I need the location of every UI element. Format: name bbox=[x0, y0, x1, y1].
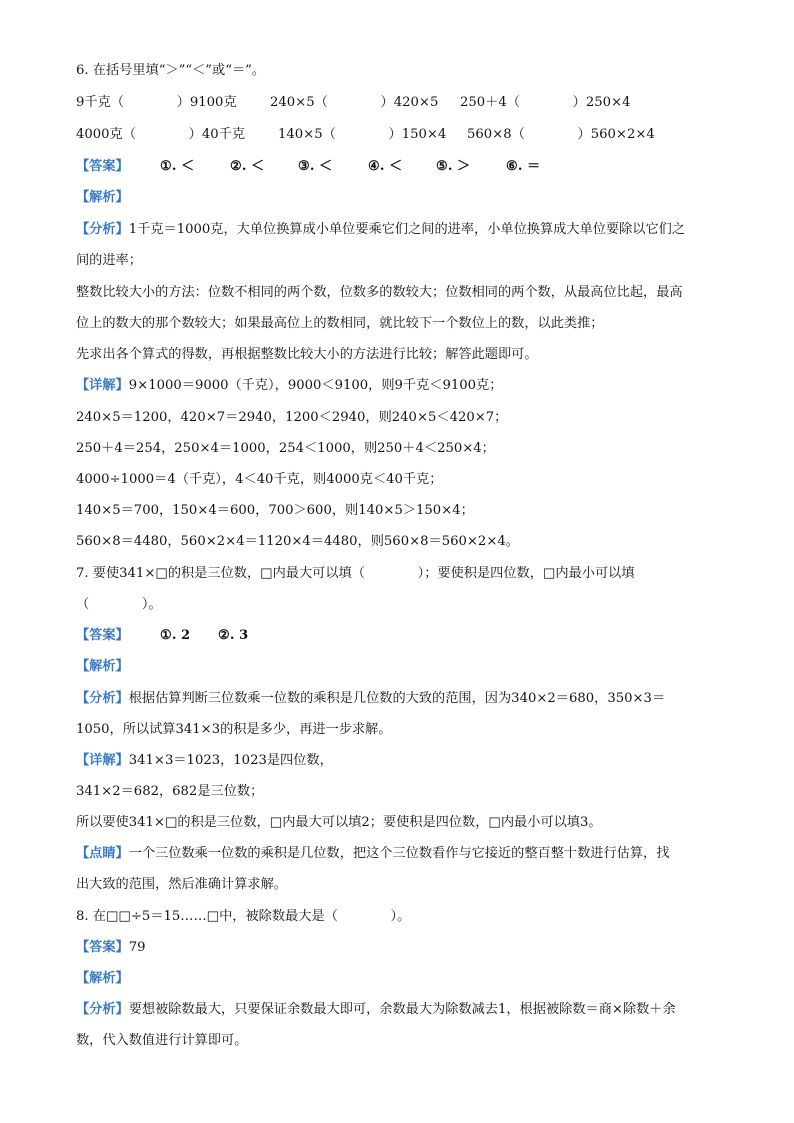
q7-detail-3: 所以要使341×□的积是三位数，□内最大可以填2；要使积是四位数，□内最小可以填3。 bbox=[76, 815, 602, 830]
q7-detail-1: 【详解】341×3＝1023，1023是四位数， bbox=[76, 753, 333, 768]
q6-title: 6. 在括号里填“＞”“＜”或“＝”。 bbox=[76, 63, 266, 78]
q7-title-2: （ ）。 bbox=[76, 597, 162, 612]
q7-answer-tag: 【答案】 bbox=[76, 628, 129, 643]
q6-item-4: 4000克（ ）40千克 bbox=[76, 127, 246, 142]
q6-detail-1: 【详解】9×1000＝9000（千克），9000＜9100，则9千克＜9100克； bbox=[76, 378, 503, 393]
q8-answer: 【答案】79 bbox=[76, 940, 146, 955]
q6-detail-2: 240×5＝1200，420×7＝2940，1200＜2940，则240×5＜420×7； bbox=[76, 410, 508, 425]
q7-answer-1: ①. 2 bbox=[160, 628, 191, 643]
q7-answer-2: ②. 3 bbox=[218, 628, 249, 643]
q6-jiexi: 【解析】 bbox=[76, 190, 129, 205]
q6-item-6: 560×8（ ）560×2×4 bbox=[467, 127, 655, 142]
q8-analysis-1: 【分析】要想被除数最大，只要保证余数最大即可，余数最大为除数减去1，根据被除数＝商×除数＋余 bbox=[76, 1002, 676, 1017]
q6-answer-6: ⑥. ＝ bbox=[506, 159, 541, 174]
q6-item-5: 140×5（ ）150×4 bbox=[278, 127, 447, 142]
q6-analysis-5: 先求出各个算式的得数，再根据整数比较大小的方法进行比较；解答此题即可。 bbox=[76, 347, 538, 362]
q7-jiexi: 【解析】 bbox=[76, 659, 129, 674]
q6-answer-tag: 【答案】 bbox=[76, 159, 129, 174]
q8-title: 8. 在□□÷5＝15……□中，被除数最大是（ ）。 bbox=[76, 909, 411, 924]
q6-detail-5: 140×5＝700，150×4＝600，700＞600，则140×5＞150×4； bbox=[76, 503, 474, 518]
q6-item-2: 240×5（ ）420×5 bbox=[270, 95, 439, 110]
q6-answer-4: ④. ＜ bbox=[368, 159, 403, 174]
q6-detail-6: 560×8＝4480，560×2×4＝1120×4＝4480，则560×8＝560×2×4。 bbox=[76, 534, 519, 549]
q6-item-3: 250＋4（ ）250×4 bbox=[460, 95, 631, 110]
q6-detail-3: 250＋4＝254，250×4＝1000，254＜1000，则250＋4＜250×4； bbox=[76, 441, 495, 456]
q6-answer-2: ②. ＜ bbox=[230, 159, 265, 174]
q6-detail-4: 4000÷1000＝4（千克），4＜40千克，则4000克＜40千克； bbox=[76, 472, 443, 487]
q7-analysis-2: 1050，所以试算341×3的积是多少，再进一步求解。 bbox=[76, 722, 392, 737]
q7-title-1: 7. 要使341×□的积是三位数，□内最大可以填（ ）；要使积是四位数，□内最小可以填 bbox=[76, 566, 635, 581]
q7-comment-2: 出大致的范围，然后准确计算求解。 bbox=[76, 877, 287, 892]
q6-answer-3: ③. ＜ bbox=[298, 159, 333, 174]
q7-analysis-1: 【分析】根据估算判断三位数乘一位数的乘积是几位数的大致的范围，因为340×2＝680，350×3＝ bbox=[76, 691, 666, 706]
q6-answer-1: ①. ＜ bbox=[160, 159, 195, 174]
q8-analysis-2: 数，代入数值进行计算即可。 bbox=[76, 1033, 248, 1048]
q7-comment-1: 【点睛】一个三位数乘一位数的乘积是几位数，把这个三位数看作与它接近的整百整十数进行估算，找 bbox=[76, 846, 670, 861]
q6-answer-5: ⑤. ＞ bbox=[436, 159, 471, 174]
q6-item-1: 9千克（ ）9100克 bbox=[76, 95, 237, 110]
q7-detail-2: 341×2＝682，682是三位数； bbox=[76, 784, 264, 799]
q6-analysis-4: 位上的数大的那个数较大；如果最高位上的数相同，就比较下一个数位上的数，以此类推； bbox=[76, 316, 604, 331]
q6-analysis-3: 整数比较大小的方法：位数不相同的两个数，位数多的数较大；位数相同的两个数，从最高位比起，最高 bbox=[76, 285, 683, 300]
q6-analysis-1: 【分析】1千克＝1000克，大单位换算成小单位要乘它们之间的进率，小单位换算成大单位要除以它们之 bbox=[76, 222, 686, 237]
q8-jiexi: 【解析】 bbox=[76, 971, 129, 986]
q6-analysis-2: 间的进率； bbox=[76, 253, 142, 268]
